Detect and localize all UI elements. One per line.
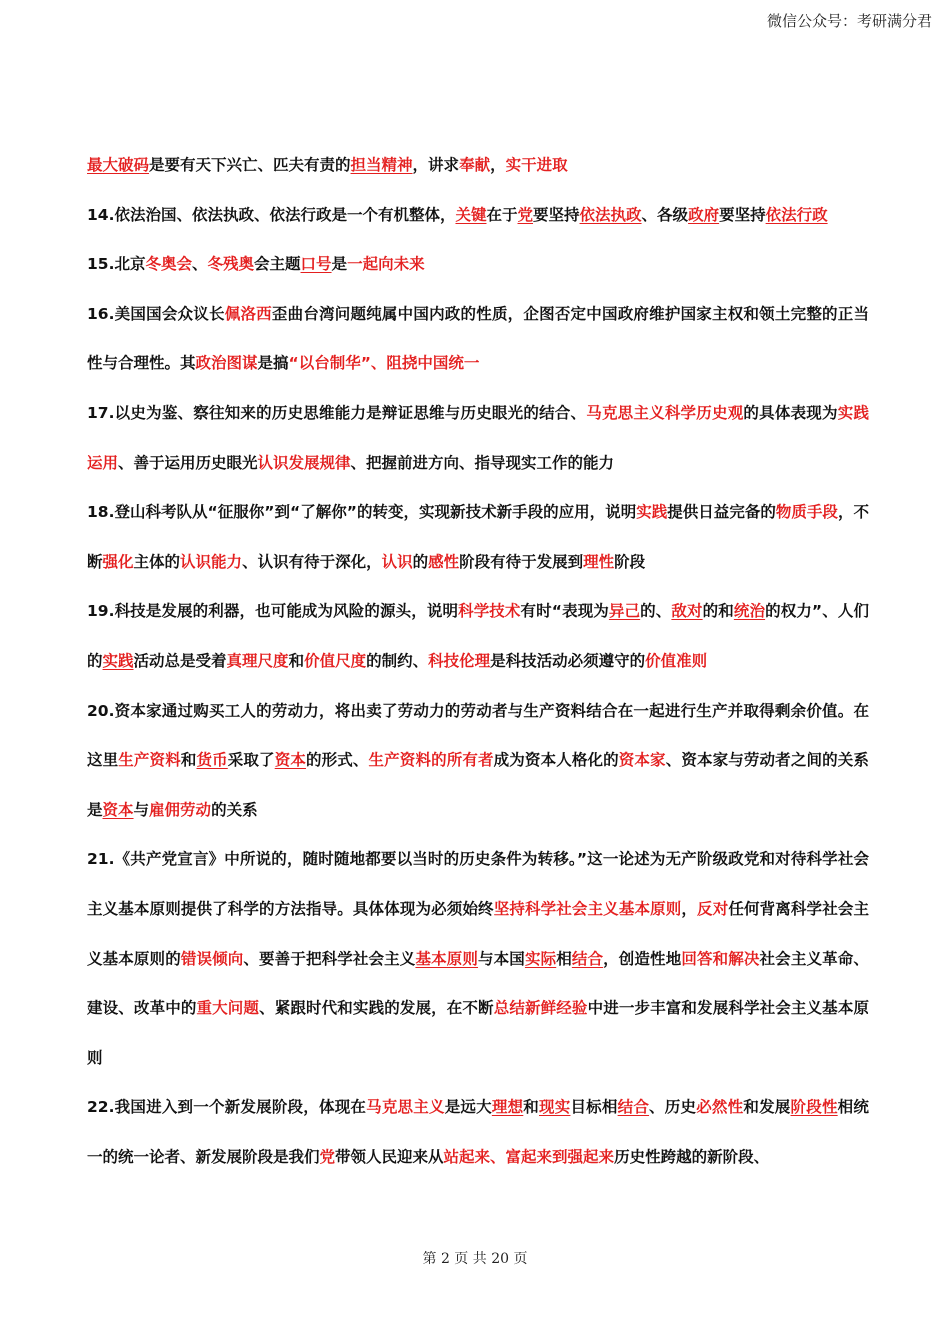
body-text: 有时“表现为 bbox=[520, 602, 609, 621]
underlined-highlight-text: 现实 bbox=[539, 1098, 571, 1117]
underlined-highlight-text: 实际 bbox=[524, 949, 557, 968]
body-text: 的制约、 bbox=[366, 651, 429, 670]
body-text: 是 bbox=[331, 255, 348, 274]
highlight-text: 一起向未来 bbox=[347, 255, 425, 274]
body-text: 社会主义革命、建设、改革中的 bbox=[87, 949, 869, 1018]
paragraph bbox=[87, 835, 869, 1083]
body-text: 的具体表现为 bbox=[743, 403, 838, 422]
highlight-text: 认识 bbox=[381, 552, 413, 571]
document-body bbox=[87, 141, 869, 1182]
underlined-highlight-text: 依法行政 bbox=[765, 205, 828, 224]
highlight-text: 实践运用 bbox=[87, 403, 869, 472]
underlined-highlight-text: 政府 bbox=[688, 205, 720, 224]
body-text: 18.登山科考队从“征服你”到“了解你”的转变，实现新技术新手段的应用，说明 bbox=[87, 503, 637, 522]
body-text: 14.依法治国、依法执政、依法行政是一个有机整体， bbox=[87, 205, 456, 224]
page-number: 第 2 页 共 20 页 bbox=[422, 1251, 528, 1267]
highlight-text: 理性 bbox=[583, 552, 615, 571]
body-text: 提供日益完备的 bbox=[667, 503, 776, 522]
body-text: 中进一步丰富和发展科学社会主义基本原则 bbox=[87, 999, 869, 1067]
paragraph bbox=[87, 687, 869, 836]
highlight-text: 马克思主义 bbox=[366, 1098, 445, 1117]
body-text: 和 bbox=[180, 751, 197, 770]
body-text: 带领人民迎来从 bbox=[335, 1147, 444, 1166]
body-text: ， bbox=[681, 899, 698, 918]
paragraph bbox=[87, 240, 869, 290]
body-text: 、善于运用历史眼光 bbox=[118, 453, 258, 472]
body-text: 相 bbox=[556, 949, 572, 968]
highlight-text: 站起来、富起来到强起来 bbox=[443, 1147, 615, 1166]
underlined-highlight-text: 实践 bbox=[102, 651, 134, 670]
body-text: 17.以史为鉴、察往知来的历史思维能力是辩证思维与历史眼光的结合、 bbox=[87, 403, 587, 422]
body-text: 在于 bbox=[486, 205, 518, 224]
highlight-text: “以台制华”、阻挠中国统一 bbox=[288, 354, 480, 373]
highlight-text: 认识发展规律 bbox=[257, 453, 351, 472]
body-text: ，讲求 bbox=[412, 156, 460, 174]
paragraph bbox=[87, 488, 869, 587]
body-text: 与 bbox=[133, 800, 150, 819]
body-text: 、紧跟时代和实践的发展，在不断 bbox=[259, 999, 494, 1018]
body-text: 的关系 bbox=[211, 800, 258, 819]
body-text: 、资本家与劳动者之间的关系是 bbox=[87, 751, 869, 819]
highlight-text: 生产资料 bbox=[118, 751, 181, 770]
underlined-highlight-text: 货币 bbox=[196, 751, 228, 770]
highlight-text: 感性 bbox=[428, 552, 460, 571]
body-text: 采取了 bbox=[227, 751, 275, 770]
body-text: 任何背离科学社会主义基本原则的 bbox=[87, 899, 869, 968]
paragraph bbox=[87, 389, 869, 488]
body-text: 是搞 bbox=[257, 354, 289, 373]
highlight-text: 错误倾向 bbox=[180, 949, 244, 968]
body-text: 、历史 bbox=[649, 1098, 697, 1117]
body-text: 歪曲台湾问题纯属中国内政的性质，企图否定中国政府维护国家主权和领土完整的正当性与合理性。其 bbox=[87, 304, 869, 373]
highlight-text: 冬奥会 bbox=[145, 255, 192, 274]
highlight-text: 奉献 bbox=[459, 156, 491, 174]
highlight-text: 回答和解决 bbox=[681, 949, 760, 968]
paragraph bbox=[87, 191, 869, 241]
body-text: 阶段有待于发展到 bbox=[459, 552, 584, 571]
highlight-text: 实践 bbox=[636, 503, 668, 522]
highlight-text: 重大问题 bbox=[196, 999, 260, 1018]
highlight-text: 佩洛西 bbox=[224, 304, 272, 323]
underlined-highlight-text: 基本原则 bbox=[415, 949, 479, 968]
highlight-text: 价值准则 bbox=[645, 651, 708, 670]
highlight-text: 认识能力 bbox=[180, 552, 243, 571]
body-text: 和 bbox=[288, 651, 305, 670]
highlight-text: 生产资料的所有者 bbox=[368, 751, 494, 770]
highlight-text: 坚持科学社会主义基本原则 bbox=[493, 899, 682, 918]
highlight-text: 强化 bbox=[102, 552, 134, 571]
body-text: 的和 bbox=[702, 602, 734, 621]
body-text: 的形式、 bbox=[305, 751, 369, 770]
body-text: 的 bbox=[412, 552, 429, 571]
wechat-header: 微信公众号：考研满分君 bbox=[766, 12, 932, 30]
body-text: 与本国 bbox=[478, 949, 525, 968]
body-text: 19.科技是发展的利器，也可能成为风险的源头，说明 bbox=[87, 602, 459, 621]
highlight-text: 反对 bbox=[697, 899, 729, 918]
highlight-text: 物质手段 bbox=[775, 503, 838, 522]
paragraph bbox=[87, 587, 869, 686]
highlight-text: 雇佣劳动 bbox=[149, 800, 212, 819]
highlight-text: 政治图谋 bbox=[195, 354, 258, 373]
body-text: ，不断 bbox=[87, 503, 869, 571]
body-text: 要坚持 bbox=[533, 205, 580, 224]
underlined-highlight-text: 结合 bbox=[571, 949, 604, 968]
body-text: 是要有天下兴亡、匹夫有责的 bbox=[149, 156, 351, 174]
body-text: 15.北京 bbox=[87, 255, 146, 274]
body-text: 成为资本人格化的 bbox=[493, 751, 619, 770]
body-text: 是科技活动必须遵守的 bbox=[490, 651, 646, 670]
body-text: 、把握前进方向、指导现实工作的能力 bbox=[350, 453, 615, 472]
highlight-text: 真理尺度 bbox=[226, 651, 289, 670]
body-text: 21.《共产党宣言》中所说的，随时随地都要以当时的历史条件为转移。”这一论述为无产阶级政党和对待科学社会主义基本原则提供了科学的方法指导。具体体现为必须始终 bbox=[87, 850, 869, 918]
body-text: 20.资本家通过购买工人的劳动力，将出卖了劳动力的劳动者与生产资料结合在一起进行生产并取得剩余价值。在这里 bbox=[87, 701, 869, 770]
paragraph bbox=[87, 290, 869, 389]
underlined-highlight-text: 敌对 bbox=[671, 602, 703, 621]
body-text: 和 bbox=[523, 1098, 540, 1117]
paragraph bbox=[87, 141, 869, 191]
underlined-highlight-text: 统治 bbox=[733, 602, 766, 621]
underlined-highlight-text: 资本 bbox=[102, 800, 134, 819]
highlight-text: 总结新鲜经验 bbox=[493, 999, 588, 1018]
highlight-text: 党 bbox=[319, 1147, 336, 1166]
underlined-highlight-text: 依法执政 bbox=[579, 205, 642, 224]
body-text: 的、 bbox=[640, 602, 672, 621]
body-text: 、 bbox=[191, 255, 208, 274]
body-text: 相统一的统一论者、新发展阶段是我们 bbox=[87, 1098, 869, 1166]
body-text: 历史性跨越的新阶段、 bbox=[614, 1147, 770, 1166]
highlight-text: 必然性 bbox=[696, 1098, 744, 1117]
body-text: 要坚持 bbox=[719, 205, 766, 224]
body-text: 、要善于把科学社会主义 bbox=[243, 949, 416, 968]
underlined-highlight-text: 结合 bbox=[617, 1098, 650, 1117]
underlined-highlight-text: 关键 bbox=[455, 205, 487, 224]
highlight-text: 实干进取 bbox=[505, 156, 568, 174]
highlight-text: 马克思主义科学历史观 bbox=[586, 403, 744, 422]
body-text: 和发展 bbox=[743, 1098, 791, 1117]
underlined-highlight-text: 口号 bbox=[300, 255, 332, 274]
body-text: 16.美国国会众议长 bbox=[87, 304, 225, 323]
highlight-text: 资本家 bbox=[618, 751, 666, 770]
body-text: ， bbox=[490, 156, 506, 174]
body-text: 、认识有待于深化， bbox=[242, 552, 382, 571]
body-text: 的权力”、人们的 bbox=[87, 602, 869, 670]
underlined-highlight-text: 理想 bbox=[491, 1098, 524, 1117]
paragraph bbox=[87, 1083, 869, 1182]
underlined-highlight-text: 资本 bbox=[274, 751, 306, 770]
body-text: 主体的 bbox=[133, 552, 181, 571]
body-text: 、各级 bbox=[641, 205, 689, 224]
body-text: ，创造性地 bbox=[603, 949, 682, 968]
highlight-text: 科技伦理 bbox=[428, 651, 491, 670]
underlined-highlight-text: 阶段性 bbox=[790, 1098, 838, 1117]
underlined-highlight-text: 担当精神 bbox=[350, 156, 413, 174]
highlight-text: 科学技术 bbox=[458, 602, 521, 621]
underlined-highlight-text: 异己 bbox=[608, 602, 641, 621]
body-text: 22.我国进入到一个新发展阶段，体现在 bbox=[87, 1098, 367, 1117]
underlined-highlight-text: 最大破码 bbox=[87, 156, 150, 174]
highlight-text: 价值尺度 bbox=[304, 651, 367, 670]
underlined-highlight-text: 党 bbox=[517, 205, 534, 224]
highlight-text: 冬残奥 bbox=[207, 255, 255, 274]
body-text: 目标相 bbox=[570, 1098, 618, 1117]
body-text: 是远大 bbox=[444, 1098, 492, 1117]
body-text: 会主题 bbox=[254, 255, 301, 274]
body-text: 阶段 bbox=[614, 552, 646, 571]
body-text: 活动总是受着 bbox=[133, 651, 227, 670]
